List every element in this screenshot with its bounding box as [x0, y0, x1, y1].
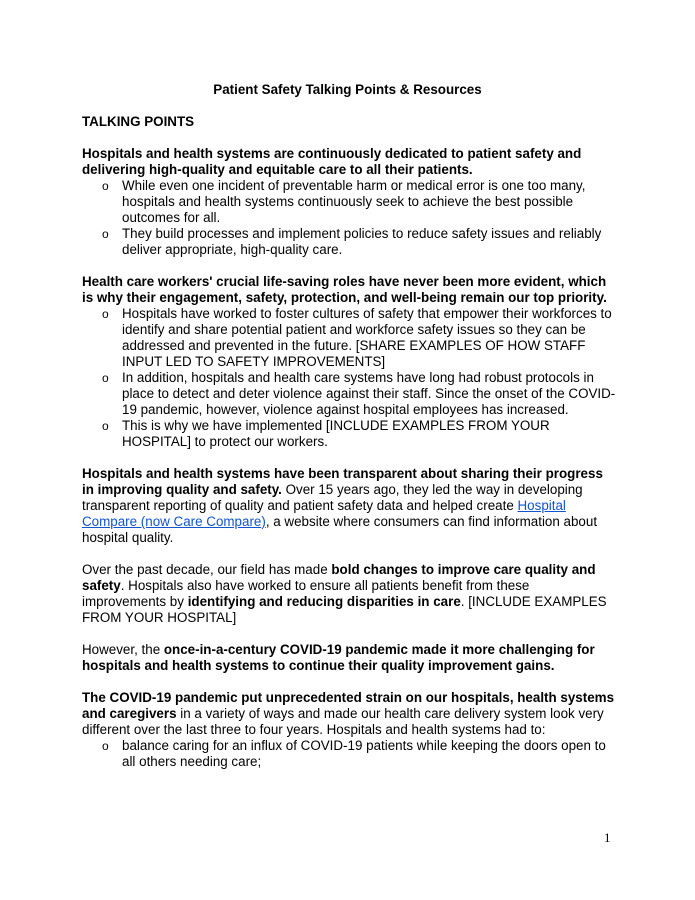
paragraph-text: in a variety of ways and made our health care delivery system look very different over the last three to four years. Hospitals and health systems had to:: [82, 706, 604, 737]
list-item: [82, 226, 617, 258]
bullet-text: balance caring for an influx of COVID-19 patients while keeping the doors open to all others needing care;: [122, 738, 606, 769]
paragraph-6: [82, 690, 617, 738]
bullet-marker: o: [102, 307, 109, 321]
bullet-text: Hospitals have worked to foster cultures of safety that empower their workforces to identify and share potential patient and workforce safety issues so they can be addressed and prevented in the future. [SHARE EXAMPLES OF HOW STAFF INPUT LED TO SAFETY IMPROVEMENTS]: [122, 306, 612, 369]
document-title: Patient Safety Talking Points & Resources: [213, 82, 482, 97]
bullet-marker: o: [102, 179, 109, 193]
list-item: [82, 370, 617, 418]
bold-phrase: bold changes to improve care quality and safety: [82, 562, 596, 593]
bullet-text: In addition, hospitals and health care systems have long had robust protocols in place to detect and deter violence against their staff. Since the onset of the COVID-19 pandemic, however, violence against hospital employees has increased.: [122, 370, 616, 417]
section-heading: TALKING POINTS: [82, 114, 195, 129]
paragraph-text: However, the: [82, 642, 164, 657]
paragraph-text: . [INCLUDE EXAMPLES FROM YOUR HOSPITAL]: [82, 594, 607, 625]
bold-phrase: once-in-a-century COVID-19 pandemic made it more challenging for hospitals and health systems to continue their quality improvement gains.: [82, 642, 595, 673]
bold-lead: Health care workers' crucial life-saving roles have never been more evident, which is why their engagement, safety, protection, and well-being remain our top priority.: [82, 274, 607, 305]
list-item: [82, 306, 617, 370]
bullet-marker: o: [102, 419, 109, 433]
page-number: 1: [604, 830, 611, 845]
bullet-text: They build processes and implement policies to reduce safety issues and reliably deliver appropriate, high-quality care.: [122, 226, 602, 257]
paragraph-text: . Hospitals also have worked to ensure all patients benefit from these improvements by: [82, 578, 530, 609]
paragraph-3: [82, 466, 617, 546]
bold-lead: The COVID-19 pandemic put unprecedented strain on our hospitals, health systems and caregivers: [82, 690, 615, 721]
bullet-list-2: [82, 306, 617, 450]
bullet-marker: o: [102, 739, 109, 753]
paragraph-text: , a website where consumers can find information about hospital quality.: [82, 514, 598, 545]
bullet-marker: o: [102, 227, 109, 241]
paragraph-5: [82, 642, 617, 674]
list-item: [82, 418, 617, 450]
paragraph-1: [82, 146, 617, 178]
document-body: [82, 146, 617, 770]
paragraph-text: Over 15 years ago, they led the way in developing transparent reporting of quality and patient safety data and helped create: [82, 482, 583, 513]
bullet-list-1: [82, 178, 617, 258]
bold-lead: Hospitals and health systems are continuously dedicated to patient safety and delivering high-quality and equitable care to all their patients.: [82, 146, 582, 177]
paragraph-4: [82, 562, 617, 626]
care-compare-link[interactable]: Hospital Compare (now Care Compare): [82, 498, 566, 529]
paragraph-2: [82, 274, 617, 306]
bullet-text: This is why we have implemented [INCLUDE EXAMPLES FROM YOUR HOSPITAL] to protect our workers.: [122, 418, 550, 449]
list-item: [82, 178, 617, 226]
bullet-list-3: [82, 738, 617, 770]
bullet-text: While even one incident of preventable harm or medical error is one too many, hospitals and health systems continuously seek to achieve the best possible outcomes for all.: [122, 178, 586, 225]
bold-phrase: identifying and reducing disparities in care: [187, 594, 461, 609]
bullet-marker: o: [102, 371, 109, 385]
bold-lead: Hospitals and health systems have been transparent about sharing their progress in improving quality and safety.: [82, 466, 603, 497]
paragraph-text: Over the past decade, our field has made: [82, 562, 332, 577]
list-item: [82, 738, 617, 770]
